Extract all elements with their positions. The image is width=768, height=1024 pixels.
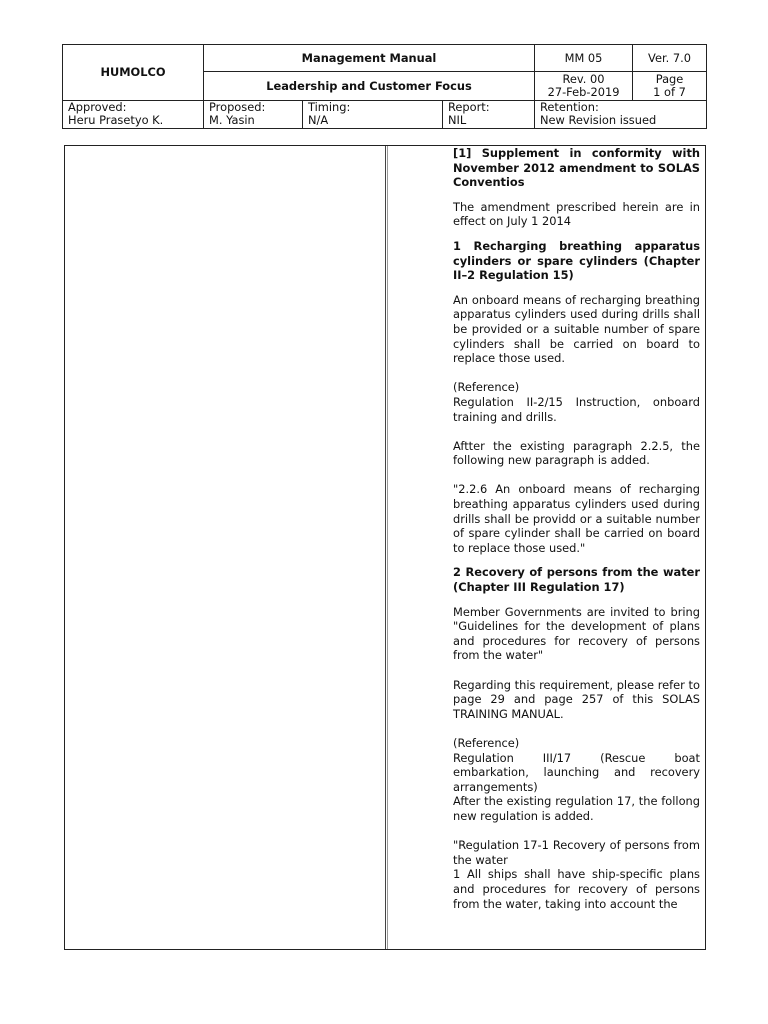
section-heading: 2 Recovery of persons from the water (Chapter III Regulation 17) — [453, 565, 700, 595]
report-cell — [443, 101, 535, 129]
section-heading: [1] Supplement in conformity with November 2012 amendment to SOLAS Conventios — [453, 146, 700, 190]
retention-cell — [535, 101, 707, 129]
retention-label: Retention: — [540, 100, 599, 114]
paragraph: Member Governments are invited to bring "Guidelines for the development of plans and procedures for recovery of persons from the water" — [453, 604, 700, 663]
company-name: HUMOLCO — [63, 45, 204, 101]
paragraph: Aftter the existing paragraph 2.2.5, the following new paragraph is added. — [453, 438, 700, 468]
paragraph: The amendment prescribed herein are in effect on July 1 2014 — [453, 199, 700, 229]
approved-label: Approved: — [68, 100, 127, 114]
proposed-label: Proposed: — [209, 100, 266, 114]
approved-value: Heru Prasetyo K. — [68, 113, 164, 127]
page-cell — [633, 72, 707, 101]
reference-label: (Reference) — [453, 735, 520, 750]
regulation-title: "Regulation 17-1 Recovery of persons from the water — [453, 838, 700, 867]
proposed-cell — [204, 101, 303, 129]
page-label: Page — [655, 72, 684, 86]
quoted-paragraph: "2.2.6 An onboard means of recharging breathing apparatus cylinders used during drills shall be providd or a suitable number of spare cylinder shall be carried on board to replace those used." — [453, 482, 700, 555]
body-text-column — [453, 146, 700, 911]
version: Ver. 7.0 — [633, 45, 707, 72]
proposed-value: M. Yasin — [209, 113, 255, 127]
column-divider — [385, 146, 386, 949]
document-header — [62, 44, 707, 129]
timing-cell — [303, 101, 443, 129]
reference-text: Regulation III/17 (Rescue boat embarkation, launching and recovery arrangements) — [453, 750, 700, 794]
manual-title: Management Manual — [204, 45, 535, 72]
document-body — [64, 145, 706, 950]
revision-cell — [535, 72, 633, 101]
paragraph: After the existing regulation 17, the follong new regulation is added. — [453, 794, 700, 823]
reference-label: (Reference) — [453, 380, 520, 395]
paragraph: Regarding this requirement, please refer to page 29 and page 257 of this SOLAS TRAINING MANUAL. — [453, 677, 700, 721]
paragraph: An onboard means of recharging breathing apparatus cylinders used during drills shall be provided or a suitable number of spare cylinders shall be carried on board to replace those used. — [453, 292, 700, 366]
retention-value: New Revision issued — [540, 113, 657, 127]
page-number: 1 of 7 — [653, 85, 686, 99]
revision-number: Rev. 00 — [562, 72, 605, 86]
timing-value: N/A — [308, 113, 329, 127]
reference-text: Regulation II-2/15 Instruction, onboard training and drills. — [453, 394, 700, 424]
report-label: Report: — [448, 100, 490, 114]
timing-label: Timing: — [308, 100, 351, 114]
revision-date: 27-Feb-2019 — [547, 85, 620, 99]
doc-code: MM 05 — [535, 45, 633, 72]
section-heading: 1 Recharging breathing apparatus cylinders or spare cylinders (Chapter II–2 Regulation 15) — [453, 238, 700, 283]
column-divider-inner — [387, 146, 388, 949]
approved-cell — [63, 101, 204, 129]
section-title: Leadership and Customer Focus — [204, 72, 535, 101]
report-value: NIL — [448, 113, 467, 127]
paragraph: 1 All ships shall have ship-specific plans and procedures for recovery of persons from the water, taking into account the — [453, 867, 700, 911]
